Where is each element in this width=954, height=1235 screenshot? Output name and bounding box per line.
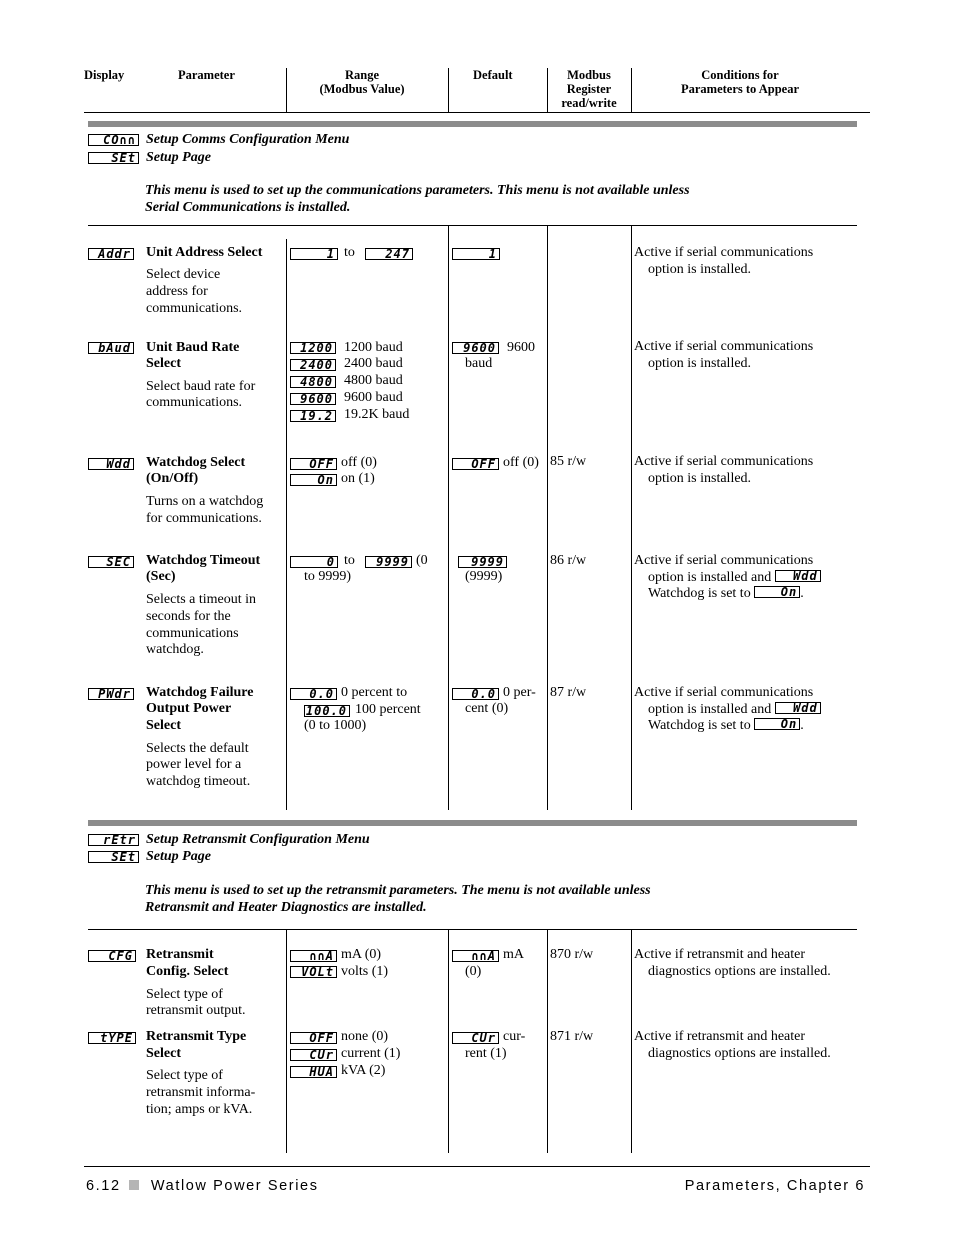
page-code-lcd: SEt (88, 152, 139, 164)
parameter-desc: power level for a (146, 757, 242, 772)
range-text: current (1) (341, 1046, 401, 1061)
default-text: off (0) (503, 455, 539, 470)
col-header-conditions (640, 68, 840, 96)
display-code-lcd: PWdr (88, 688, 134, 700)
page-code-lcd: SEt (88, 851, 139, 863)
parameter-desc: communications. (146, 301, 243, 316)
parameter-desc: Select baud rate for (146, 379, 256, 394)
col-header-default: Default (473, 68, 513, 82)
menu-code-lcd: rEtr (88, 834, 139, 846)
range-lcd: 2400 (290, 359, 336, 371)
col-header-range (295, 68, 429, 96)
range-text: none (0) (341, 1029, 389, 1044)
parameter-desc: for communications. (146, 511, 262, 526)
parameter-name: (Sec) (146, 569, 176, 584)
condition-text (648, 570, 821, 587)
header-rule (84, 112, 870, 113)
footer-book-title: Watlow Power Series (150, 1178, 319, 1194)
range-lcd: 9600 (290, 393, 336, 405)
section-bar-retransmit (88, 820, 857, 826)
range-lcd: 4800 (290, 376, 336, 388)
condition-text (648, 718, 804, 735)
column-divider (631, 929, 632, 1153)
range-lcd: 100.0 (304, 705, 350, 717)
condition-text (648, 702, 821, 719)
menu-description: Retransmit and Heater Diagnostics are installed. (145, 900, 427, 915)
parameter-desc: Select device (146, 267, 221, 282)
col-header-cond-1: Conditions for (701, 68, 779, 82)
default-lcd: 9999 (458, 556, 507, 568)
display-code-lcd: CFG (88, 950, 136, 962)
condition-text (648, 586, 804, 603)
display-code-lcd: SEC (88, 556, 134, 568)
header-divider (448, 68, 449, 112)
menu-title: Setup Retransmit Configuration Menu (146, 832, 370, 847)
condition-text-part: . (800, 718, 804, 733)
parameter-desc: Selects the default (146, 741, 249, 756)
default-lcd: CUr (452, 1032, 499, 1044)
column-divider (631, 225, 632, 810)
parameter-desc: tion; amps or kVA. (146, 1102, 253, 1117)
range-text: to (344, 245, 355, 260)
range-lcd: 1 (290, 248, 338, 260)
condition-text-part: . (800, 586, 804, 601)
page-number: 6.12 (86, 1178, 121, 1194)
col-header-range-label: Range (344, 68, 380, 82)
parameter-desc: watchdog. (146, 642, 204, 657)
range-text: to (344, 553, 355, 568)
parameter-desc: communications. (146, 395, 243, 410)
col-header-modbus-3: read/write (561, 96, 617, 110)
parameter-name: Watchdog Select (146, 455, 246, 470)
menu-description: Serial Communications is installed. (145, 200, 351, 215)
range-lcd: HUA (290, 1066, 337, 1078)
parameter-name: Unit Address Select (146, 245, 263, 260)
default-text: 9600 (507, 340, 535, 355)
range-text: to 9999) (304, 569, 352, 584)
parameter-name: Config. Select (146, 964, 229, 979)
parameter-desc: Turns on a watchdog (146, 494, 264, 509)
condition-text-part: Watchdog is set to (648, 586, 751, 601)
col-header-modbus-2: Register (566, 82, 612, 96)
header-divider (286, 68, 287, 112)
range-text: 2400 baud (344, 356, 403, 371)
condition-lcd: Wdd (775, 570, 821, 582)
range-lcd: 0 (290, 556, 338, 568)
page-title: Setup Page (146, 849, 211, 864)
parameter-desc: Select type of (146, 1068, 223, 1083)
column-divider (547, 225, 548, 810)
menu-code-lcd: CO∩∩ (88, 134, 139, 146)
modbus-register: 87 r/w (550, 685, 587, 700)
col-header-cond-2: Parameters to Appear (680, 82, 800, 96)
range-text: off (0) (341, 455, 377, 470)
parameter-desc: retransmit informa- (146, 1085, 256, 1100)
range-text: 4800 baud (344, 373, 403, 388)
modbus-register: 870 r/w (550, 947, 594, 962)
parameter-name: Retransmit (146, 947, 214, 962)
menu-title: Setup Comms Configuration Menu (146, 132, 350, 147)
page-title: Setup Page (146, 150, 211, 165)
display-code-lcd: tYPE (88, 1032, 136, 1044)
range-lcd: 0.0 (290, 688, 337, 700)
range-lcd: CUr (290, 1049, 337, 1061)
column-divider (286, 929, 287, 1153)
range-text: (0 (416, 553, 428, 568)
modbus-register: 85 r/w (550, 454, 587, 469)
range-text: mA (0) (341, 947, 382, 962)
parameter-desc: watchdog timeout. (146, 774, 251, 789)
parameter-desc: Selects a timeout in (146, 592, 257, 607)
parameter-desc: retransmit output. (146, 1003, 246, 1018)
range-text: volts (1) (341, 964, 389, 979)
parameter-name: (On/Off) (146, 471, 199, 486)
footer-left (86, 1178, 319, 1194)
col-header-modbus-1: Modbus (567, 68, 611, 82)
condition-text: option is installed. (648, 471, 752, 486)
parameter-name: Select (146, 356, 181, 371)
parameter-name: Unit Baud Rate (146, 340, 240, 355)
col-header-display: Display (84, 68, 125, 82)
range-lcd: On (290, 474, 337, 486)
parameter-desc: seconds for the (146, 609, 231, 624)
modbus-register: 871 r/w (550, 1029, 594, 1044)
condition-text: Active if retransmit and heater (634, 1029, 806, 1044)
menu-description: This menu is used to set up the communications parameters. This menu is not available unless (145, 183, 690, 198)
footer-rule (84, 1166, 870, 1167)
condition-text: option is installed. (648, 356, 752, 371)
range-text: 1200 baud (344, 340, 403, 355)
header-divider (547, 68, 548, 112)
display-code-lcd: Wdd (88, 458, 134, 470)
footer-chapter: Parameters, Chapter 6 (684, 1178, 865, 1194)
default-text: mA (503, 947, 524, 962)
condition-text: Active if serial communications (634, 685, 814, 700)
parameter-name: Retransmit Type (146, 1029, 247, 1044)
default-text: cur- (503, 1029, 526, 1044)
parameter-name: Select (146, 1046, 181, 1061)
range-text: 0 percent to (341, 685, 408, 700)
default-text: (0) (465, 964, 482, 979)
modbus-register: 86 r/w (550, 553, 587, 568)
menu-description: This menu is used to set up the retransmit parameters. The menu is not available unless (145, 883, 651, 898)
range-lcd: VOLt (290, 966, 337, 978)
parameter-name: Output Power (146, 701, 232, 716)
display-code-lcd: bAud (88, 342, 134, 354)
condition-text-part: option is installed and (648, 570, 772, 585)
header-divider (631, 68, 632, 112)
parameter-desc: Select type of (146, 987, 223, 1002)
default-lcd: ∩∩A (452, 950, 499, 962)
column-divider (448, 225, 449, 810)
display-code-lcd: Addr (88, 248, 134, 260)
condition-text: Active if serial communications (634, 454, 814, 469)
col-header-range-sub: (Modbus Value) (319, 82, 405, 96)
default-text: cent (0) (465, 701, 509, 716)
range-text: on (1) (341, 471, 375, 486)
range-text: kVA (2) (341, 1063, 386, 1078)
range-lcd: 1200 (290, 342, 336, 354)
column-divider (547, 929, 548, 1153)
square-bullet-icon (129, 1180, 139, 1190)
default-text: baud (465, 356, 493, 371)
range-lcd: OFF (290, 458, 337, 470)
condition-text-part: Watchdog is set to (648, 718, 751, 733)
section-rule (88, 929, 857, 930)
condition-text: option is installed. (648, 262, 752, 277)
default-lcd: OFF (452, 458, 499, 470)
condition-lcd: Wdd (775, 702, 821, 714)
parameter-name: Watchdog Timeout (146, 553, 261, 568)
default-lcd: 0.0 (452, 688, 499, 700)
default-text: (9999) (465, 569, 503, 584)
condition-text: Active if serial communications (634, 339, 814, 354)
range-lcd: 9999 (365, 556, 412, 568)
default-text: rent (1) (465, 1046, 507, 1061)
condition-text: diagnostics options are installed. (648, 964, 831, 979)
range-lcd: ∩∩A (290, 950, 337, 962)
parameter-desc: communications (146, 626, 239, 641)
condition-text-part: option is installed and (648, 702, 772, 717)
section-rule (88, 225, 857, 226)
default-lcd: 9600 (452, 342, 499, 354)
parameter-name: Watchdog Failure (146, 685, 254, 700)
column-divider (448, 929, 449, 1153)
column-divider (286, 239, 287, 810)
range-text: 9600 baud (344, 390, 403, 405)
default-lcd: 1 (452, 248, 500, 260)
parameter-name: Select (146, 718, 181, 733)
default-text: 0 per- (503, 685, 536, 700)
range-text: (0 to 1000) (304, 718, 367, 733)
parameter-desc: address for (146, 284, 208, 299)
condition-text: Active if retransmit and heater (634, 947, 806, 962)
range-text: 100 percent (355, 702, 421, 717)
range-text: 19.2K baud (344, 407, 410, 422)
condition-text: Active if serial communications (634, 553, 814, 568)
condition-lcd: On (754, 586, 800, 598)
range-lcd: OFF (290, 1032, 337, 1044)
col-header-parameter: Parameter (178, 68, 235, 82)
condition-lcd: On (754, 718, 800, 730)
section-bar-comms (88, 121, 857, 127)
condition-text: diagnostics options are installed. (648, 1046, 831, 1061)
col-header-modbus (552, 68, 626, 110)
range-lcd: 247 (365, 248, 413, 260)
range-lcd: 19.2 (290, 410, 336, 422)
condition-text: Active if serial communications (634, 245, 814, 260)
